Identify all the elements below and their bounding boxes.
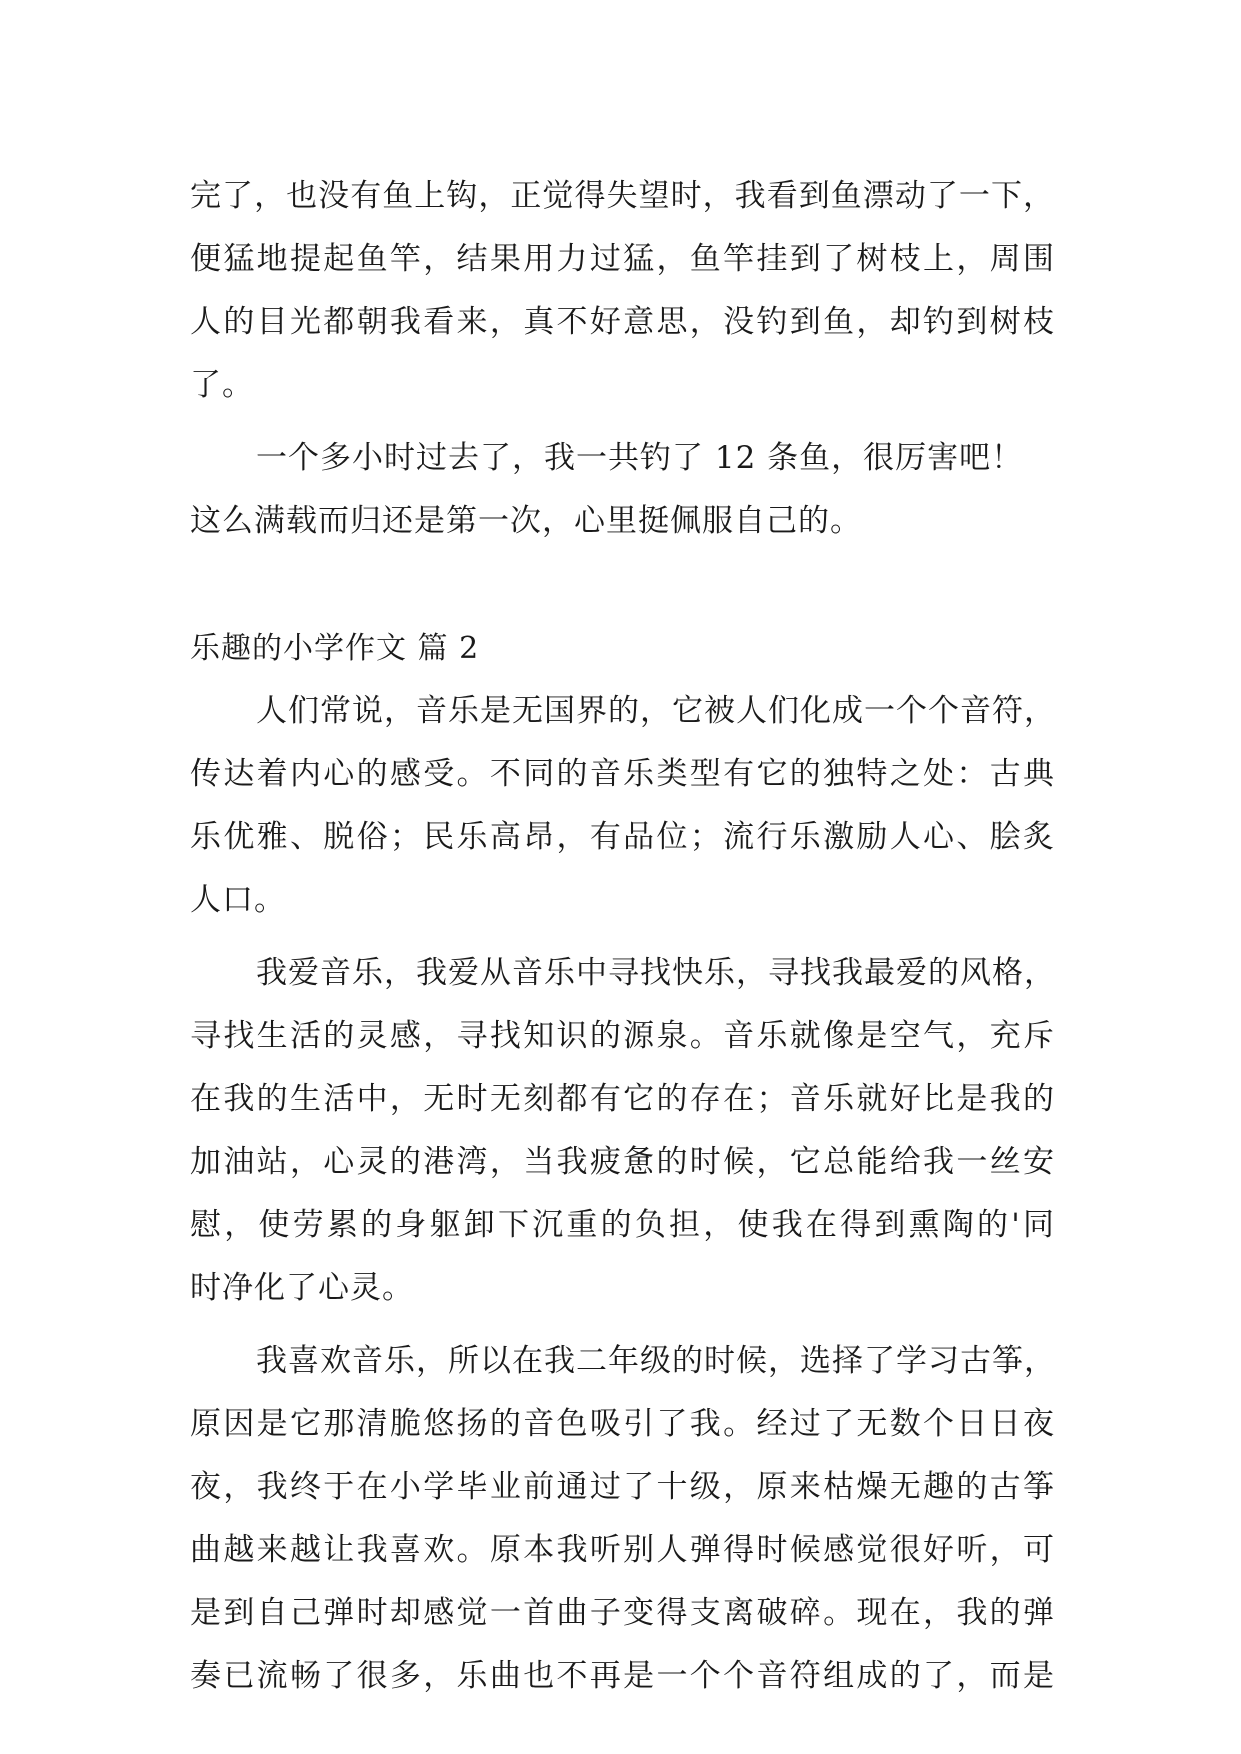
paragraph (190, 1330, 1055, 1708)
paragraph (190, 427, 1055, 553)
text-line: 完了，也没有鱼上钩，正觉得失望时，我看到鱼漂动了一下， (190, 178, 1055, 214)
text-line: 慰，使劳累的身躯卸下沉重的负担，使我在得到熏陶的'同 (190, 1207, 1055, 1243)
text-line: 时净化了心灵。 (190, 1270, 414, 1306)
text-line: 在我的生活中，无时无刻都有它的存在；音乐就好比是我的 (190, 1081, 1055, 1117)
text-line: 原因是它那清脆悠扬的音色吸引了我。经过了无数个日日夜 (190, 1406, 1055, 1442)
text-line: 夜，我终于在小学毕业前通过了十级，原来枯燥无趣的古筝 (190, 1469, 1055, 1505)
text-line: 一个多小时过去了，我一共钓了 12 条鱼，很厉害吧！ (256, 440, 1024, 476)
text-line: 曲越来越让我喜欢。原本我听别人弹得时候感觉很好听，可 (190, 1532, 1055, 1568)
text-line: 这么满载而归还是第一次，心里挺佩服自己的。 (190, 503, 862, 539)
text-line: 我爱音乐，我爱从音乐中寻找快乐，寻找我最爱的风格， (256, 955, 1056, 991)
text-line: 人的目光都朝我看来，真不好意思，没钓到鱼，却钓到树枝 (190, 304, 1055, 340)
section-heading: 乐趣的小学作文 篇 2 (190, 631, 480, 666)
text-line: 人口。 (190, 882, 286, 918)
paragraph (190, 680, 1055, 932)
paragraph (190, 165, 1055, 417)
paragraph (190, 942, 1055, 1320)
text-line: 便猛地提起鱼竿，结果用力过猛，鱼竿挂到了树枝上，周围 (190, 241, 1055, 277)
text-line: 加油站，心灵的港湾，当我疲惫的时候，它总能给我一丝安 (190, 1144, 1055, 1180)
text-line: 是到自己弹时却感觉一首曲子变得支离破碎。现在，我的弹 (190, 1595, 1055, 1631)
text-line: 奏已流畅了很多，乐曲也不再是一个个音符组成的了，而是 (190, 1658, 1055, 1694)
text-line: 人们常说，音乐是无国界的，它被人们化成一个个音符， (256, 693, 1056, 729)
document-page (190, 165, 1055, 1708)
text-line: 寻找生活的灵感，寻找知识的源泉。音乐就像是空气，充斥 (190, 1018, 1055, 1054)
text-line: 我喜欢音乐，所以在我二年级的时候，选择了学习古筝， (256, 1343, 1056, 1379)
text-line: 传达着内心的感受。不同的音乐类型有它的独特之处：古典 (190, 756, 1055, 792)
text-line: 乐优雅、脱俗；民乐高昂，有品位；流行乐激励人心、脍炙 (190, 819, 1055, 855)
text-line: 了。 (190, 367, 254, 403)
